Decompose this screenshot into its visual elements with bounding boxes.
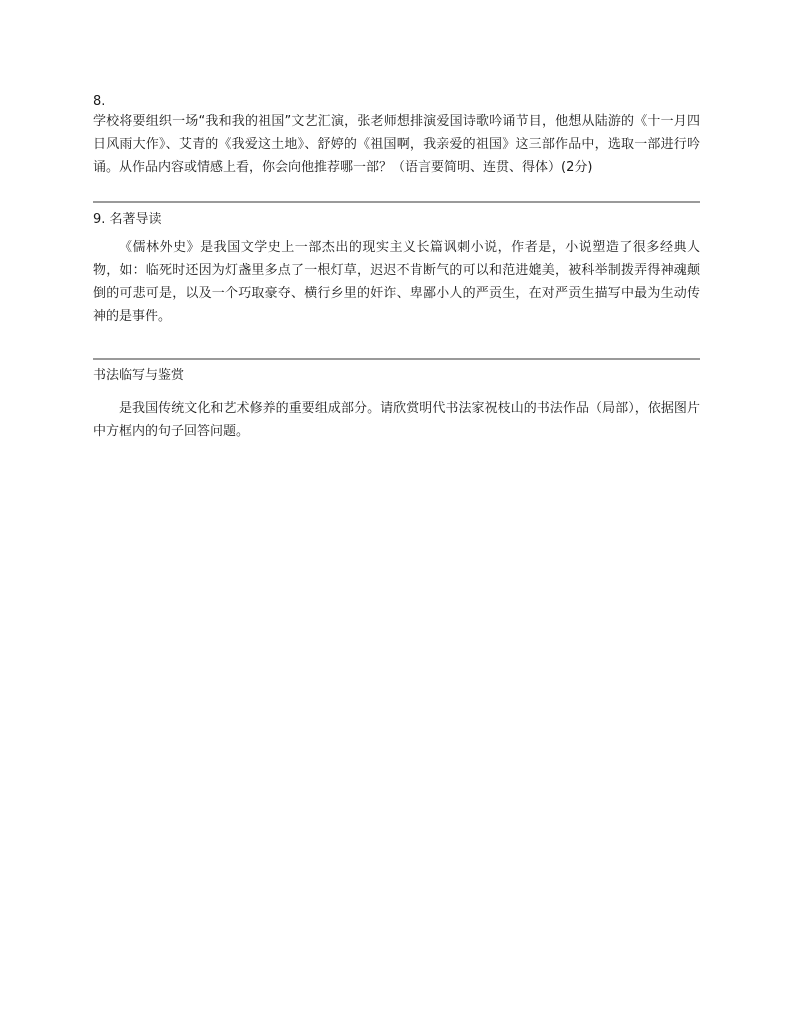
- question-9-heading: 9. 名著导读: [93, 212, 162, 227]
- section-divider: [93, 201, 700, 203]
- question-8: [93, 94, 700, 179]
- document-page: [93, 94, 700, 443]
- question-9: [93, 211, 700, 328]
- question-10: [93, 367, 700, 443]
- section-divider: [93, 358, 700, 360]
- question-8-number: 8.: [93, 94, 106, 109]
- question-8-text: 学校将要组织一场“我和我的祖国”文艺汇演，张老师想排演爱国诗歌吟诵节目，他想从陆游的《十一月四日风雨大作》、艾青的《我爱这土地》、舒婷的《祖国啊，我亲爱的祖国》这三部作品中，选取一部进行吟诵。从作品内容或情感上看，你会向他推荐哪一部？（语言要简明、连贯、得体）(2分): [93, 114, 700, 175]
- question-10-text: 是我国传统文化和艺术修养的重要组成部分。请欣赏明代书法家祝枝山的书法作品（局部），依据图片中方框内的句子回答问题。: [93, 401, 700, 439]
- question-9-text: 《儒林外史》是我国文学史上一部杰出的现实主义长篇讽刺小说，作者是，小说塑造了很多经典人物，如：临死时还因为灯盏里多点了一根灯草，迟迟不肯断气的可以和范进媲美，被科举制拨弄得神魂颠倒的可悲可是，以及一个巧取豪夺、横行乡里的奸诈、卑鄙小人的严贡生，在对严贡生描写中最为生动传神的是事件。: [93, 240, 700, 324]
- question-10-heading: 书法临写与鉴赏: [93, 368, 185, 383]
